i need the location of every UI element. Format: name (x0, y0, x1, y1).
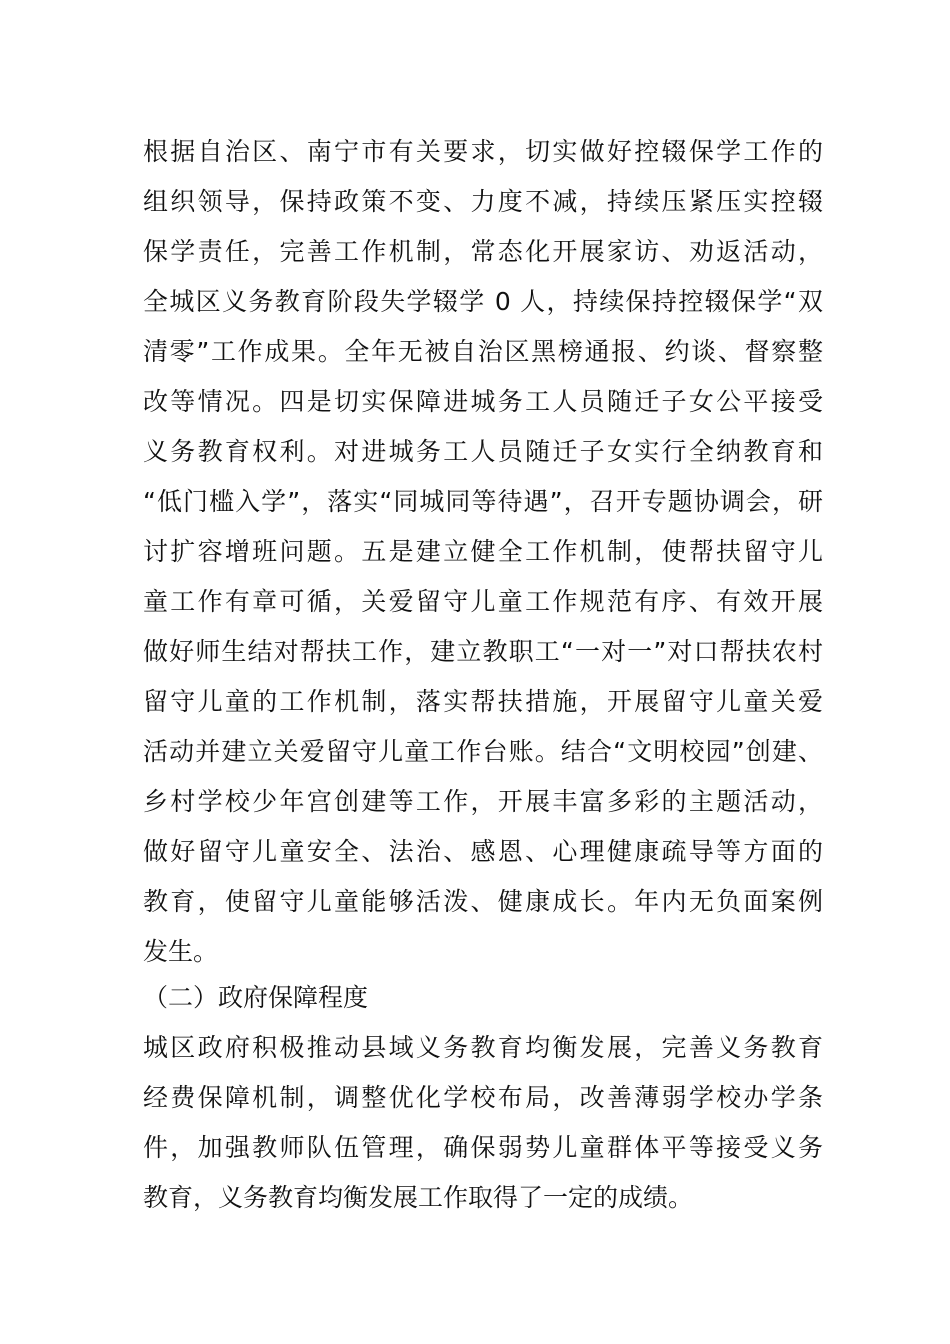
paragraph-line: 童工作有章可循，关爱留守儿童工作规范有序、有效开展 (143, 587, 823, 616)
paragraph-line: 讨扩容增班问题。五是建立健全工作机制，使帮扶留守儿 (143, 537, 823, 566)
paragraph-line: 保学责任，完善工作机制，常态化开展家访、劝返活动， (143, 237, 823, 266)
paragraph-line: 组织领导，保持政策不变、力度不减，持续压紧压实控辍 (143, 187, 823, 216)
paragraph-line: 活动并建立关爱留守儿童工作台账。结合“文明校园”创建、 (143, 737, 823, 766)
paragraph-line: 城区政府积极推动县域义务教育均衡发展，完善义务教育 (143, 1033, 823, 1062)
section-heading (143, 973, 823, 1023)
paragraph-line: 教育，义务教育均衡发展工作取得了一定的成绩。 (143, 1183, 694, 1212)
paragraph-line: 做好留守儿童安全、法治、感恩、心理健康疏导等方面的 (143, 837, 823, 866)
paragraph-line: 留守儿童的工作机制，落实帮扶措施，开展留守儿童关爱 (143, 687, 823, 716)
paragraph-line: 教育，使留守儿童能够活泼、健康成长。年内无负面案例 (143, 887, 823, 916)
paragraph-line: 发生。 (143, 937, 219, 966)
paragraph-line: 改等情况。四是切实保障进城务工人员随迁子女公平接受 (143, 387, 823, 416)
body-paragraph-1 (143, 127, 823, 977)
paragraph-line: 经费保障机制，调整优化学校布局，改善薄弱学校办学条 (143, 1083, 823, 1112)
section-heading-text: （二）政府保障程度 (143, 983, 369, 1012)
paragraph-line: 清零”工作成果。全年无被自治区黑榜通报、约谈、督察整 (143, 337, 823, 366)
body-paragraph-2 (143, 1023, 823, 1223)
paragraph-line: “低门槛入学”，落实“同城同等待遇”，召开专题协调会，研 (143, 487, 823, 516)
paragraph-line: 乡村学校少年宫创建等工作，开展丰富多彩的主题活动， (143, 787, 823, 816)
paragraph-line: 做好师生结对帮扶工作，建立教职工“一对一”对口帮扶农村 (143, 637, 823, 666)
paragraph-line: 义务教育权利。对进城务工人员随迁子女实行全纳教育和 (143, 437, 823, 466)
paragraph-line: 件，加强教师队伍管理，确保弱势儿童群体平等接受义务 (143, 1133, 823, 1162)
paragraph-line: 全城区义务教育阶段失学辍学 0 人，持续保持控辍保学“双 (143, 287, 823, 316)
paragraph-line: 根据自治区、南宁市有关要求，切实做好控辍保学工作的 (143, 137, 823, 166)
